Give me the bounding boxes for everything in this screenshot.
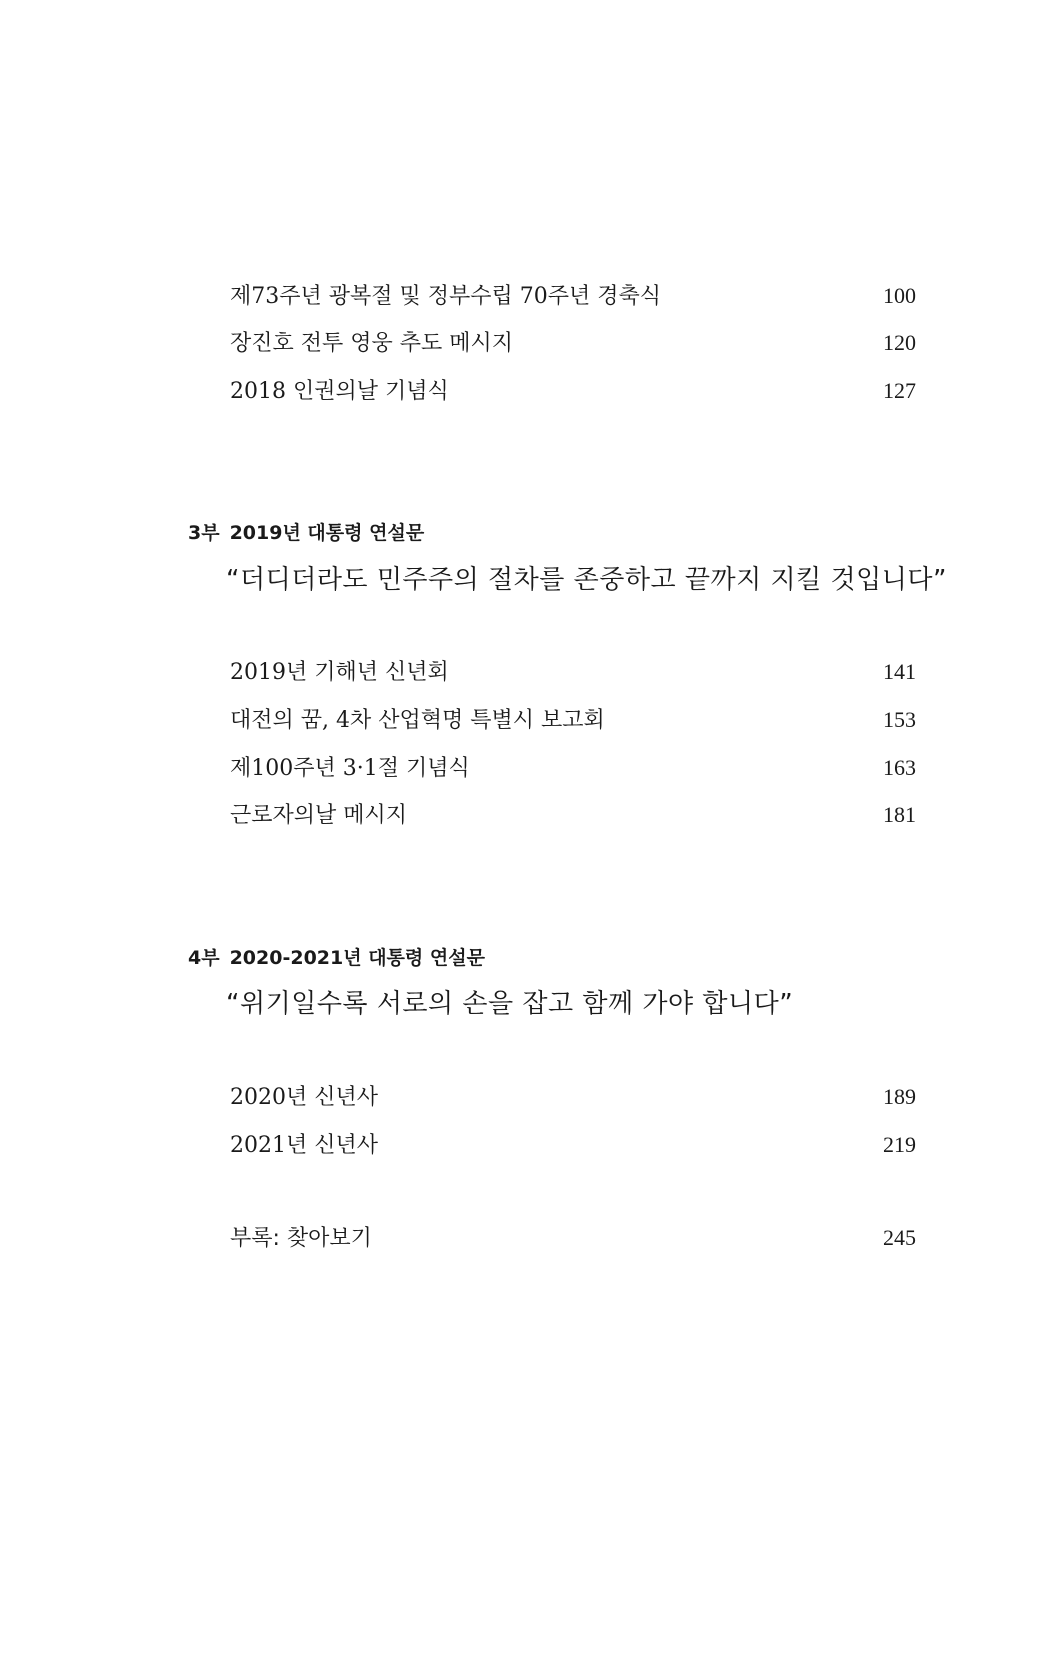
toc-entry-title: 제73주년 광복절 및 정부수립 70주년 경축식 bbox=[230, 284, 661, 309]
toc-entry-page: 163 bbox=[883, 755, 916, 780]
part-title: 2019년 대통령 연설문 bbox=[229, 522, 425, 544]
part-number: 3부 bbox=[188, 522, 220, 544]
toc-entry-title: 부록: 찾아보기 bbox=[230, 1226, 372, 1251]
part-number: 4부 bbox=[188, 947, 220, 969]
toc-entry-title: 대전의 꿈, 4차 산업혁명 특별시 보고회 bbox=[230, 708, 605, 733]
toc-entry-title: 근로자의날 메시지 bbox=[230, 803, 408, 828]
toc-entry-page: 141 bbox=[883, 659, 916, 684]
toc-entry[interactable] bbox=[230, 1130, 916, 1161]
toc-entry[interactable] bbox=[230, 753, 916, 784]
toc-entry-page: 120 bbox=[883, 330, 916, 355]
toc-entry[interactable] bbox=[230, 281, 916, 312]
part-heading bbox=[188, 520, 424, 546]
toc-entry-title: 2020년 신년사 bbox=[230, 1085, 378, 1110]
toc-entry[interactable] bbox=[230, 328, 916, 359]
part-quote: “더디더라도 민주주의 절차를 존중하고 끝까지 지킬 것입니다” bbox=[226, 565, 947, 595]
toc-entry-title: 2019년 기해년 신년회 bbox=[230, 660, 449, 685]
toc-entry[interactable] bbox=[230, 800, 916, 831]
toc-entry-page: 181 bbox=[883, 802, 916, 827]
toc-entry-page: 189 bbox=[883, 1084, 916, 1109]
toc-entry[interactable] bbox=[230, 1082, 916, 1113]
toc-entry-page: 219 bbox=[883, 1132, 916, 1157]
toc-entry-page: 127 bbox=[883, 378, 916, 403]
toc-entry-page: 245 bbox=[883, 1225, 916, 1250]
toc-entry[interactable] bbox=[230, 657, 916, 688]
toc-entry-title: 2021년 신년사 bbox=[230, 1133, 378, 1158]
part-quote: “위기일수록 서로의 손을 잡고 함께 가야 합니다” bbox=[226, 989, 794, 1019]
toc-entry-title: 제100주년 3·1절 기념식 bbox=[230, 756, 470, 781]
toc-entry[interactable] bbox=[230, 705, 916, 736]
toc-entry-page: 153 bbox=[883, 707, 916, 732]
toc-entry-appendix[interactable] bbox=[230, 1223, 916, 1254]
toc-entry-title: 장진호 전투 영웅 추도 메시지 bbox=[230, 331, 513, 356]
toc-entry-title: 2018 인권의날 기념식 bbox=[230, 379, 449, 404]
toc-entry-page: 100 bbox=[883, 283, 916, 308]
part-title: 2020-2021년 대통령 연설문 bbox=[229, 947, 485, 969]
toc-entry[interactable] bbox=[230, 376, 916, 407]
part-heading bbox=[188, 945, 485, 971]
